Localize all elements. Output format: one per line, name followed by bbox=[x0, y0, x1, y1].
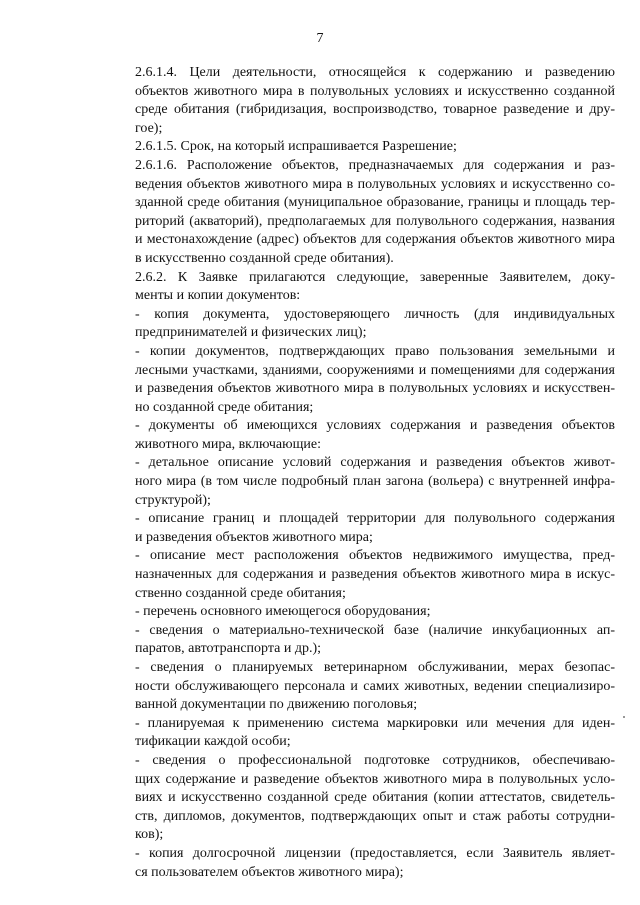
text-line: гое); bbox=[135, 120, 163, 136]
text-line: 2.6.2. К Заявке прилагаются следующие, заверенные Заявителем, доку- bbox=[135, 269, 615, 285]
text-line: среде обитания (гибридизация, воспроизводство, товарное разведение и дру- bbox=[135, 102, 615, 118]
text-line: животного мира, включающие: bbox=[135, 436, 321, 452]
text-line: - описание границ и площадей территории для полувольного содержания bbox=[135, 511, 615, 527]
paragraph bbox=[99, 510, 615, 547]
paragraph bbox=[99, 845, 615, 882]
text-line: и разведения объектов животного мира; bbox=[135, 529, 373, 545]
text-line: ности обслуживающего персонала и самих животных, ведении специализиро- bbox=[135, 678, 615, 694]
paragraph bbox=[99, 547, 615, 603]
paragraph bbox=[99, 138, 615, 157]
text-line: - копия документа, удостоверяющего личность (для индивидуальных bbox=[135, 306, 615, 322]
text-line: щих содержание и разведение объектов животного мира в полувольных усло- bbox=[135, 771, 615, 787]
text-line: предпринимателей и физических лиц); bbox=[135, 325, 367, 341]
text-line: зданной среде обитания (муниципальное образование, границы и площадь тер- bbox=[135, 195, 615, 211]
text-line: в искусственно созданной среде обитания). bbox=[135, 250, 394, 266]
text-line: структурой); bbox=[135, 492, 211, 508]
text-line: - сведения о профессиональной подготовке сотрудников, обеспечиваю- bbox=[135, 752, 615, 768]
text-line: объектов животного мира в полувольных условиях и искусственно созданной bbox=[135, 83, 615, 99]
text-line: паратов, автотранспорта и др.); bbox=[135, 641, 322, 657]
text-line: 2.6.1.4. Цели деятельности, относящейся к содержанию и разведению bbox=[135, 65, 615, 80]
text-line: - сведения о материально-технической базе (наличие инкубационных ап- bbox=[135, 622, 615, 638]
paragraph bbox=[99, 343, 615, 417]
page-number: 7 bbox=[316, 31, 324, 46]
text-line: - перечень основного имеющегося оборудования; bbox=[135, 604, 431, 620]
paragraph bbox=[99, 269, 615, 306]
scan-speck bbox=[623, 716, 625, 718]
paragraph bbox=[99, 622, 615, 659]
paragraph bbox=[99, 659, 615, 715]
text-line: и местонахождение (адрес) объектов для содержания объектов животного мира bbox=[135, 232, 615, 248]
text-line: ся пользователем объектов животного мира); bbox=[135, 864, 404, 880]
text-line: - сведения о планируемых ветеринарном обслуживании, мерах безопас- bbox=[135, 660, 615, 675]
text-line: ванной документации по движению поголовья; bbox=[135, 697, 418, 713]
text-line: тификации каждой особи; bbox=[135, 734, 291, 750]
text-line: и разведения объектов животного мира в полувольных условиях и искусствен- bbox=[135, 381, 615, 397]
text-line: - планируемая к применению система маркировки или мечения для иден- bbox=[135, 715, 615, 731]
paragraph bbox=[99, 157, 615, 269]
text-line: - документы об имеющихся условиях содержания и разведения объектов bbox=[135, 418, 615, 434]
paragraph bbox=[99, 306, 615, 343]
text-line: - детальное описание условий содержания и разведения объектов живот- bbox=[135, 455, 615, 471]
text-line: лесными участками, зданиями, сооружениями и помещениями для содержания bbox=[135, 362, 615, 378]
text-line: риторий (акваторий), предполагаемых для полувольного содержания, названия bbox=[135, 213, 615, 229]
paragraph bbox=[99, 603, 615, 622]
text-line: назначенных для содержания и разведения объектов животного мира в искус- bbox=[135, 567, 615, 583]
text-line: - копия долгосрочной лицензии (предоставляется, если Заявитель являет- bbox=[135, 845, 615, 861]
text-line: виях и искусственно созданной среде обитания (копии аттестатов, свидетель- bbox=[135, 790, 615, 806]
paragraph bbox=[99, 64, 615, 138]
paragraph bbox=[99, 715, 615, 752]
text-line: 2.6.1.6. Расположение объектов, предназначаемых для содержания и раз- bbox=[135, 157, 615, 173]
text-line: 2.6.1.5. Срок, на который испрашивается Разрешение; bbox=[135, 139, 457, 155]
document-body bbox=[99, 64, 615, 882]
text-line: ного мира (в том числе подробный план загона (вольера) с внутренней инфра- bbox=[135, 474, 615, 490]
text-line: ственно созданной среде обитания; bbox=[135, 585, 346, 601]
paragraph bbox=[99, 417, 615, 454]
text-line: менты и копии документов: bbox=[135, 288, 301, 304]
text-line: ков); bbox=[135, 827, 164, 843]
paragraph bbox=[99, 752, 615, 845]
paragraph bbox=[99, 454, 615, 510]
text-line: ств, дипломов, документов, подтверждающих опыт и стаж работы сотрудни- bbox=[135, 808, 615, 824]
text-line: ведения объектов животного мира в полувольных условиях и искусственно со- bbox=[135, 176, 615, 192]
text-line: - описание мест расположения объектов недвижимого имущества, пред- bbox=[135, 548, 615, 564]
text-line: - копии документов, подтверждающих право пользования земельными и bbox=[135, 343, 615, 359]
text-line: но созданной среде обитания; bbox=[135, 399, 314, 415]
